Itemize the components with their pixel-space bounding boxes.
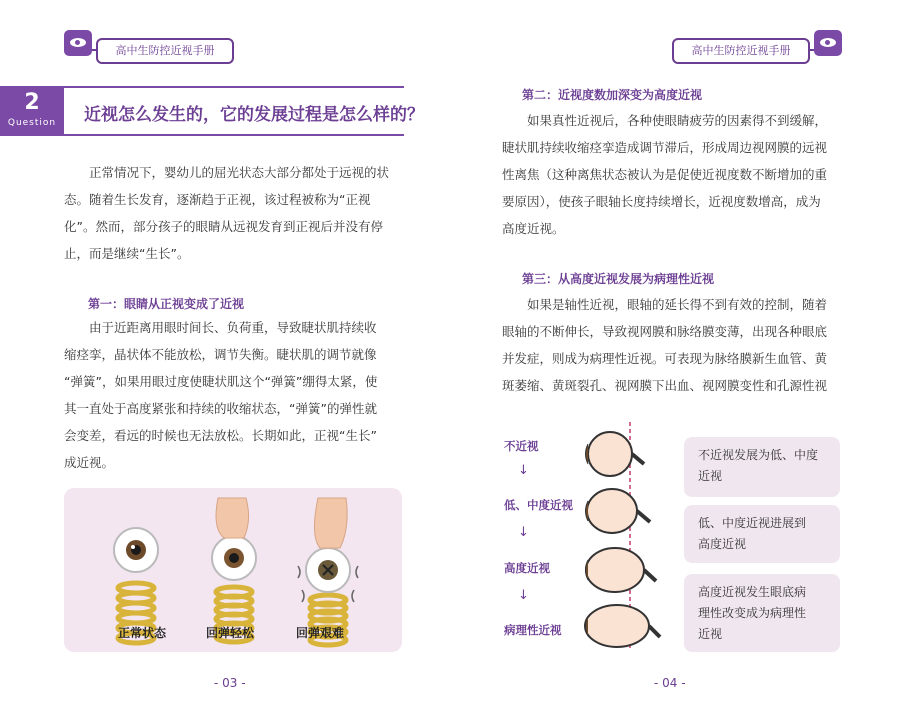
text-line: 要原因），使孩子眼轴长度持续增长，近视度数增高，成为 [502, 194, 821, 209]
spring-caption: 回弹轻松 [206, 626, 255, 640]
text-line: 止，而是继续“生长”。 [64, 246, 190, 261]
text-line: 理性改变成为病理性 [698, 606, 807, 620]
stage-label: 高度近视 [504, 561, 550, 575]
question-title: 近视怎么发生的，它的发展过程是怎么样的？ [84, 105, 424, 125]
question-badge [0, 86, 64, 136]
eye-progression-diagram [580, 420, 680, 650]
right-header-title: 高中生防控近视手册 [672, 38, 810, 64]
text-line: 由于近距离用眼时间长、负荷重，导致睫状肌持续收 [89, 320, 377, 335]
down-arrow-icon: ↓ [518, 463, 529, 478]
step2-title: 第二：近视度数加深变为高度近视 [522, 88, 703, 102]
spring-caption: 正常状态 [118, 626, 167, 640]
spring-light-press [212, 498, 256, 642]
text-line: 斑萎缩、黄斑裂孔、视网膜下出血、视网膜变性和孔源性视 [502, 378, 828, 393]
eye-pathologic-myopia [585, 605, 660, 647]
text-line: 高度近视发生眼底病 [698, 585, 807, 599]
text-line: 正常情况下，婴幼儿的屈光状态大部分都处于远视的状 [89, 165, 390, 180]
text-line: 睫状肌持续收缩痉挛造成调节滞后，形成周边视网膜的远视 [502, 140, 828, 155]
text-line: 低、中度近视进展到 [698, 516, 807, 530]
eye-normal [586, 432, 645, 476]
book-eye-icon [64, 30, 92, 56]
left-header-title: 高中生防控近视手册 [96, 38, 234, 64]
question-label: Question [7, 118, 57, 128]
text-line: 眼轴的不断伸长，导致视网膜和脉络膜变薄，出现各种眼底 [502, 324, 828, 339]
page-number-right: - 04 - [654, 676, 686, 690]
book-eye-icon [814, 30, 842, 56]
stage-description [684, 574, 840, 652]
step3-paragraph [502, 291, 847, 399]
spring-hard-press [298, 498, 358, 645]
text-line: “弹簧”，如果用眼过度使睫状肌这个“弹簧”绷得太紧，使 [64, 374, 378, 389]
stage-label: 不近视 [504, 439, 539, 453]
text-line: 态。随着生长发育，逐渐趋于正视，该过程被称为“正视 [64, 192, 371, 207]
text-line: 近视 [698, 469, 723, 483]
eye-high-myopia [586, 548, 657, 592]
step1-title: 第一：眼睛从正视变成了近视 [88, 297, 245, 311]
text-line: 高度近视 [698, 537, 747, 551]
step3-title: 第三：从高度近视发展为病理性近视 [522, 272, 715, 286]
down-arrow-icon: ↓ [518, 588, 529, 603]
stage-description [684, 505, 840, 563]
text-line: 如果真性近视后，各种使眼睛疲劳的因素得不到缓解， [527, 113, 828, 128]
text-line: 高度近视。 [502, 221, 565, 236]
eye-low-myopia [586, 489, 651, 533]
intro-paragraph [64, 159, 404, 267]
text-line: 成近视。 [64, 455, 115, 470]
spring-caption: 回弹艰难 [296, 626, 345, 640]
text-line: 如果是轴性近视，眼轴的延长得不到有效的控制，随着 [527, 297, 828, 312]
text-line: 不近视发展为低、中度 [698, 448, 819, 462]
question-top-line [64, 86, 404, 88]
spring-illustration-panel [64, 488, 402, 652]
stage-description [684, 437, 840, 497]
text-line: 并发症，则成为病理性近视。可表现为脉络膜新生血管、黄 [502, 351, 828, 366]
page-number-left: - 03 - [214, 676, 246, 690]
text-line: 性离焦（这种离焦状态被认为是促使近视度数不断增加的重 [502, 167, 828, 182]
text-line: 会变差，看远的时候也无法放松。长期如此，正视“生长” [64, 428, 377, 443]
stage-label: 病理性近视 [504, 623, 562, 637]
text-line: 化”。然而，部分孩子的眼睛从远视发育到正视后并没有停 [64, 219, 383, 234]
text-line: 近视 [698, 627, 723, 641]
text-line: 其一直处于高度紧张和持续的收缩状态，“弹簧”的弹性就 [64, 401, 377, 416]
step2-paragraph [502, 107, 847, 242]
down-arrow-icon: ↓ [518, 525, 529, 540]
question-bottom-line [64, 134, 404, 136]
step1-paragraph [64, 314, 404, 476]
stage-label: 低、中度近视 [504, 498, 573, 512]
question-number: 2 [24, 90, 40, 115]
text-line: 缩痉挛，晶状体不能放松，调节失衡。睫状肌的调节就像 [64, 347, 377, 362]
